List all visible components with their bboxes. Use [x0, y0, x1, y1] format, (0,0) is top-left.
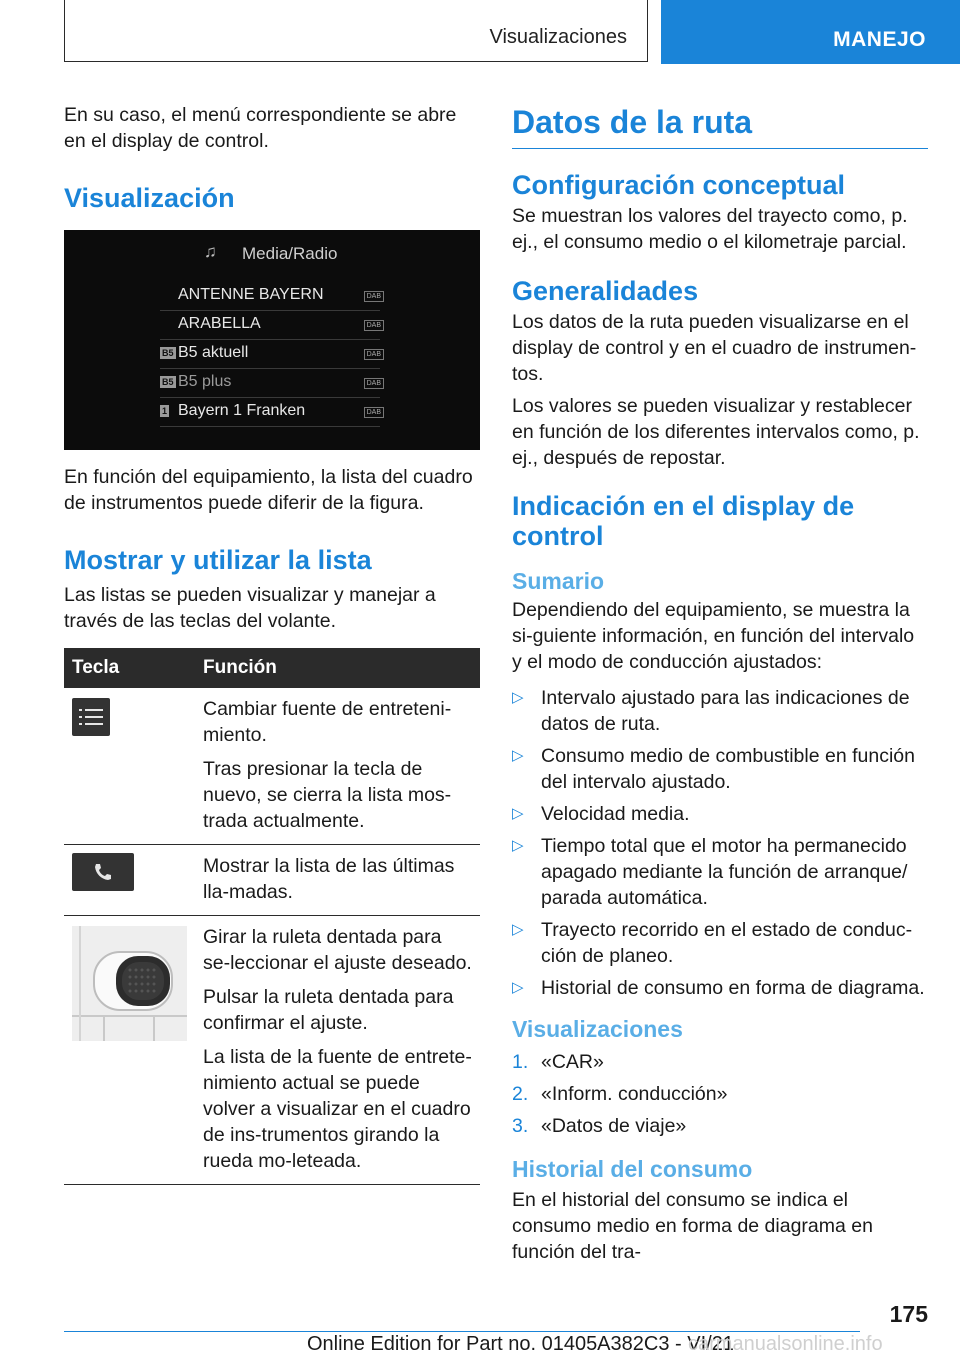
- heading-general: Generalidades: [512, 276, 699, 306]
- table-cell-text: La lista de la fuente de entrete-nimiento actual se puede volver a visualizar en el cuadro de ins-trumentos girando la rueda mo-leteada.: [203, 1046, 472, 1172]
- thumbwheel-icon: [72, 926, 187, 1041]
- list-button-icon: [72, 698, 110, 736]
- table-row: [64, 845, 480, 916]
- media-radio-figure: [64, 230, 480, 450]
- footer-divider: [64, 1331, 860, 1332]
- table-cell-text: Mostrar la lista de las últimas lla-madas.: [203, 855, 455, 903]
- table-header-function: Función: [195, 648, 480, 688]
- footer-watermark: carmanualsonline.info: [688, 1333, 883, 1355]
- triangle-bullet-icon: ▷: [512, 747, 524, 764]
- header-section-box: [64, 0, 648, 62]
- dab-icon: DAB: [364, 407, 384, 418]
- table-cell-text: Tras presionar la tecla de nuevo, se cierra la lista mos-trada actualmente.: [203, 758, 452, 832]
- header-chapter-tab: [661, 0, 960, 64]
- figure-title: Media/Radio: [242, 244, 338, 263]
- step-item: 3. «Datos de viaje»: [512, 1115, 687, 1137]
- figure-list-item: ANTENNE BAYERN DAB: [160, 282, 380, 311]
- heading-indication: Indicación en el display de control: [512, 491, 855, 551]
- table-cell-text: Cambiar fuente de entreteni-miento.: [203, 698, 452, 746]
- general-text-2: Los valores se pueden visualizar y restablecer en función de los diferentes intervalos como, p. ej., después de repostar.: [512, 395, 920, 469]
- step-item: 2. «Inform. conducción»: [512, 1083, 728, 1105]
- heading-list: Mostrar y utilizar la lista: [64, 545, 372, 575]
- heading-summary: Sumario: [512, 568, 605, 594]
- info-list: [512, 685, 928, 1001]
- heading-display: Visualización: [64, 183, 235, 213]
- concept-text: Se muestran los valores del trayecto como, p. ej., el consumo medio o el kilometraje parcial.: [512, 205, 908, 253]
- header-section-title: Visualizaciones: [489, 26, 627, 48]
- figure-list-item: B5 B5 plus DAB: [160, 369, 380, 398]
- list-intro-text: Las listas se pueden visualizar y manejar a través de las teclas del volante.: [64, 584, 436, 632]
- heading-views: Visualizaciones: [512, 1016, 683, 1042]
- list-item: ▷ Consumo medio de combustible en función del intervalo ajustado.: [512, 745, 915, 793]
- table-row: [64, 688, 480, 845]
- footer-edition: Online Edition for Part no. 01405A382C3 - VI/21: [307, 1333, 734, 1355]
- right-column: [512, 102, 928, 1265]
- list-item: ▷ Historial de consumo en forma de diagrama.: [512, 977, 925, 999]
- heading-history: Historial del consumo: [512, 1156, 753, 1182]
- list-item: ▷ Tiempo total que el motor ha permanecido apagado mediante la función de arranque/ parada automática.: [512, 835, 908, 909]
- page-number: 175: [889, 1301, 928, 1327]
- general-text-1: Los datos de la ruta pueden visualizarse en el display de control y en el cuadro de instrumen-tos.: [512, 311, 917, 385]
- table-header-key: Tecla: [64, 648, 195, 688]
- page-main-heading: Datos de la ruta: [512, 102, 928, 149]
- list-item: ▷ Intervalo ajustado para las indicaciones de datos de ruta.: [512, 687, 910, 735]
- phone-button-icon: [72, 853, 134, 891]
- dab-icon: DAB: [364, 378, 384, 389]
- left-column: [64, 102, 480, 1185]
- heading-concept: Configuración conceptual: [512, 170, 846, 200]
- summary-text: Dependiendo del equipamiento, se muestra la si-guiente información, en función del intervalo y el modo de conducción ajustados:: [512, 599, 915, 673]
- table-cell-text: Pulsar la ruleta dentada para confirmar el ajuste.: [203, 986, 454, 1034]
- triangle-bullet-icon: ▷: [512, 979, 524, 996]
- step-item: 1. «CAR»: [512, 1051, 604, 1073]
- list-item: ▷ Velocidad media.: [512, 803, 690, 825]
- table-cell-text: Girar la ruleta dentada para se-leccionar el ajuste deseado.: [203, 926, 472, 974]
- history-text: En el historial del consumo se indica el consumo medio en forma de diagrama en función del tra-: [512, 1189, 873, 1263]
- dab-icon: DAB: [364, 349, 384, 360]
- table-row: [64, 916, 480, 1185]
- steps-list: [512, 1049, 928, 1139]
- intro-text: En su caso, el menú correspondiente se abre en el display de control.: [64, 104, 457, 152]
- figure-list-item: B5 B5 aktuell DAB: [160, 340, 380, 369]
- station-logo-icon: B5: [162, 348, 174, 358]
- triangle-bullet-icon: ▷: [512, 837, 524, 854]
- triangle-bullet-icon: ▷: [512, 805, 524, 822]
- figure-caption: En función del equipamiento, la lista del cuadro de instrumentos puede diferir de la figura.: [64, 466, 473, 514]
- keys-table: [64, 648, 480, 1185]
- station-logo-icon: 1: [162, 406, 168, 416]
- triangle-bullet-icon: ▷: [512, 689, 524, 706]
- triangle-bullet-icon: ▷: [512, 921, 524, 938]
- station-logo-icon: B5: [162, 377, 174, 387]
- list-item: ▷ Trayecto recorrido en el estado de conduc-ción de planeo.: [512, 919, 913, 967]
- dab-icon: DAB: [364, 320, 384, 331]
- figure-list-item: ARABELLA DAB: [160, 311, 380, 340]
- figure-list-item: 1 Bayern 1 Franken DAB: [160, 398, 380, 427]
- media-radio-icon: ♫: [204, 242, 217, 261]
- header-chapter-label: MANEJO: [833, 28, 926, 51]
- dab-icon: DAB: [364, 291, 384, 302]
